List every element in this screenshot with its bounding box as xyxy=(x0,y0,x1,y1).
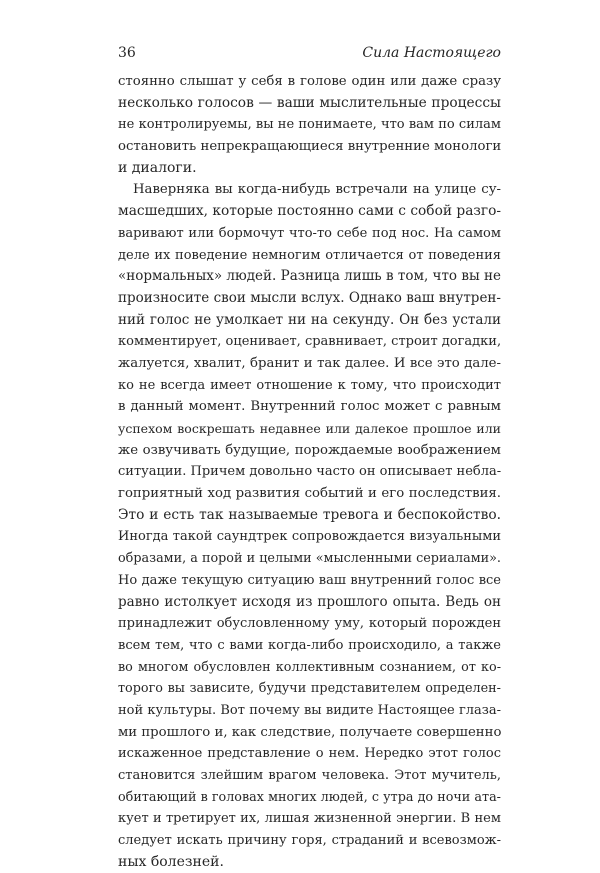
text-line: варивают или бормочут что-то себе под нос. На самом xyxy=(118,225,501,241)
text-line: принадлежит обусловленному уму, который порожден xyxy=(118,616,501,632)
text-line: и диалоги. xyxy=(118,159,197,176)
text-line: ний голос не умолкает ни на секунду. Он без устали xyxy=(118,311,501,328)
text-line: остановить непрекращающиеся внутренние монологи xyxy=(118,139,502,155)
text-line: не контролируемы, вы не понимаете, что вам по силам xyxy=(118,117,501,133)
text-line: Но даже текущую ситуацию ваш внутренний голос все xyxy=(118,572,501,588)
text-line: жалуется, хвалит, бранит и так далее. И все это дале- xyxy=(118,355,501,371)
text-line: кует и третирует их, лишая жизненной энергии. В нем xyxy=(118,811,501,827)
text-line: Это и есть так называемые тревога и беспокойство. xyxy=(118,506,501,523)
text-line: гоприятный ход развития событий и его последствия. xyxy=(118,486,501,502)
text-line: становится злейшим врагом человека. Этот мучитель, xyxy=(118,768,501,783)
text-line: же озвучивать будущие, порождаемые воображением xyxy=(118,442,501,458)
text-line: успехом воскрешать недавнее или далекое прошлое или xyxy=(118,421,501,436)
text-line: ных болезней. xyxy=(118,853,224,870)
text-line: во многом обусловлен коллективным сознанием, от ко- xyxy=(118,659,501,675)
text-line: произносите свои мысли вслух. Однако ваш внутрен- xyxy=(118,289,501,306)
text-line: искаженное представление о нем. Нередко этот голос xyxy=(118,746,501,762)
text-line: равно истолкует исходя из прошлого опыта. Ведь он xyxy=(118,593,501,610)
text-line: «нормальных» людей. Разница лишь в том, что вы не xyxy=(118,268,501,285)
text-line: деле их поведение немногим отличается от поведения xyxy=(118,247,501,263)
body-text xyxy=(118,71,501,873)
text-line: масшедших, которые постоянно сами с собой разго- xyxy=(118,203,502,220)
text-line: ной культуры. Вот почему вы видите Настоящее глаза- xyxy=(118,702,501,718)
running-title: Сила Настоящего xyxy=(362,45,501,61)
running-header xyxy=(118,44,501,66)
text-line: следует искать причину горя, страданий и всевозмож- xyxy=(118,833,501,849)
text-line: всем тем, что с вами когда-либо происходило, а также xyxy=(118,637,501,653)
text-line: Наверняка вы когда-нибудь встречали на улице су- xyxy=(133,182,501,198)
text-line: образами, а порой и целыми «мысленными сериалами». xyxy=(118,551,501,567)
paragraph-2 xyxy=(118,179,501,873)
text-line: Иногда такой саундтрек сопровождается визуальными xyxy=(118,529,501,545)
text-line: ми прошлого и, как следствие, получаете совершенно xyxy=(118,724,502,740)
text-line: несколько голосов — ваши мыслительные процессы xyxy=(118,94,501,111)
text-line: ко не всегда имеет отношение к тому, что происходит xyxy=(118,377,501,393)
paragraph-1 xyxy=(118,71,501,179)
text-line: комментирует, оценивает, сравнивает, строит догадки, xyxy=(118,334,502,350)
text-line: ситуации. Причем довольно часто он описывает небла- xyxy=(118,464,502,480)
text-line: в данный момент. Внутренний голос может с равным xyxy=(118,399,501,415)
text-line: торого вы зависите, будучи представителем определен- xyxy=(118,681,501,697)
text-line: стоянно слышат у себя в голове один или даже сразу xyxy=(118,74,501,89)
text-line: обитающий в головах многих людей, с утра до ночи ата- xyxy=(118,789,501,805)
page-number: 36 xyxy=(118,45,136,61)
